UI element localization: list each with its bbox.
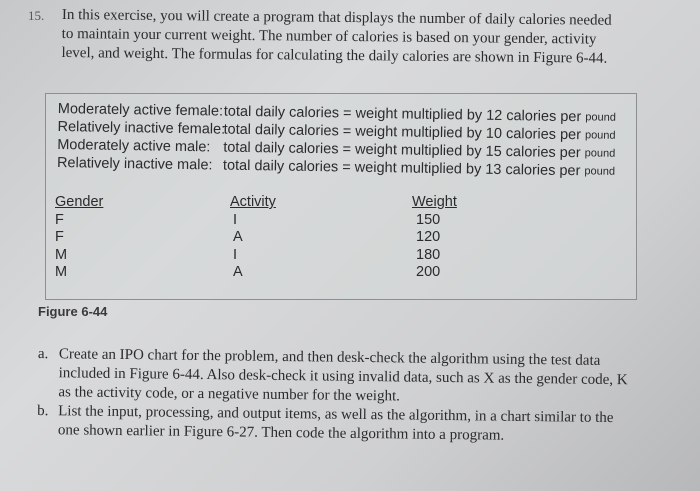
exercise-number: 15. — [28, 8, 45, 23]
question-text: Create an IPO chart for the problem, and then desk-check the algorithm using the test data included in Figure 6-44. Also desk-check it using invalid data, such as X as the gender code, K as the activity code, or a negative number for the weight. — [58, 346, 628, 405]
formula-unit: pound — [584, 165, 616, 178]
activity-header: Activity — [230, 194, 276, 210]
weight-column — [412, 194, 472, 282]
table-cell: F — [55, 211, 64, 228]
gender-header: Gender — [55, 194, 104, 210]
formula-label: Moderately active male: — [57, 136, 211, 156]
table-cell: I — [233, 211, 238, 228]
exercise-intro-text: In this exercise, you will create a program that displays the number of daily calories needed to maintain your current weight. The number of calories is based on your gender, activity level, and weight. The formulas for calculating the daily calories are shown in Figure 6-44. — [61, 6, 612, 67]
table-cell: A — [233, 264, 243, 280]
formula-label: Relatively inactive male: — [56, 154, 213, 174]
formula-text: total daily calories = weight multiplied by 15 calories per — [223, 139, 581, 162]
question-list — [37, 345, 638, 447]
formula-text: total daily calories = weight multiplied by 10 calories per — [223, 121, 582, 144]
table-cell: 150 — [416, 211, 441, 228]
formula-label: Moderately active female: — [57, 100, 224, 120]
formula-label: Relatively inactive female: — [57, 118, 226, 138]
formula-text: total daily calories = weight multiplied by 13 calories per — [222, 157, 581, 180]
table-cell: 180 — [416, 246, 441, 263]
table-cell: 200 — [416, 264, 441, 280]
figure-caption: Figure 6-44 — [38, 304, 108, 319]
formula-list — [57, 100, 638, 181]
table-cell: F — [55, 229, 64, 245]
question-letter: b. — [37, 402, 49, 420]
question-text: List the input, processing, and output items, as well as the algorithm, in a chart similar to the one shown earlier in Figure 6-27. Then code the algorithm into a program. — [57, 403, 614, 444]
table-cell: M — [55, 264, 68, 280]
formula-unit: pound — [584, 147, 616, 160]
formula-text: total daily calories = weight multiplied by 12 calories per — [223, 103, 582, 126]
question-item — [37, 345, 638, 409]
formula-unit: pound — [585, 111, 616, 124]
gender-column — [55, 194, 115, 282]
question-item — [37, 402, 637, 447]
question-letter: a. — [37, 345, 49, 363]
table-cell: I — [233, 246, 238, 263]
weight-header: Weight — [412, 194, 457, 210]
activity-column — [230, 194, 290, 282]
table-cell: M — [55, 246, 68, 263]
formula-unit: pound — [584, 129, 616, 142]
table-cell: A — [233, 229, 243, 245]
exercise-intro — [61, 6, 622, 69]
table-cell: 120 — [416, 229, 441, 245]
